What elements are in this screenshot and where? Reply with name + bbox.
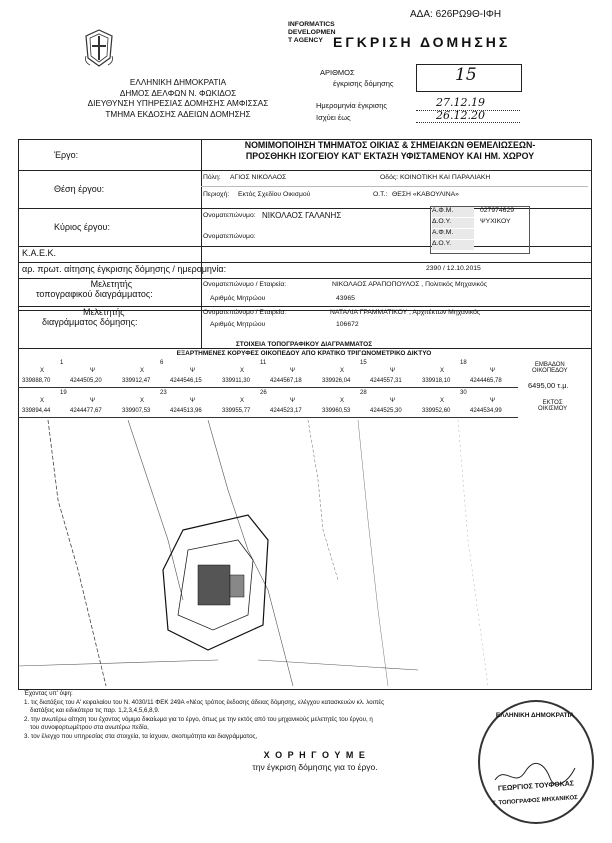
doy-label-2: Δ.Ο.Υ. [432,240,452,247]
coord-x-label: Χ [140,398,145,404]
coord-row-line [18,387,518,388]
coord-x-value: 339918,10 [422,378,451,384]
coord-y-value: 4244525,30 [370,408,402,414]
ektos-label: ΕΚΤΟΣ ΟΙΚΙΣΜΟΥ [538,400,568,412]
diag-name-label: Ονοματεπώνυμο / Εταιρεία: [203,309,287,316]
signature-icon [490,760,580,790]
coord-x-value: 339894,44 [22,408,51,414]
coord-point-id: 19 [60,390,67,396]
xorigoume-text: την έγκριση δόμησης για το έργο. [252,762,378,772]
ergo-text: ΝΟΜΙΜΟΠΟΙΗΣΗ ΤΜΗΜΑΤΟΣ ΟΙΚΙΑΣ & ΣΗΜΕΙΑΚΩΝ ΘΕΜΕΛΙΩΣΕΩΝ- ΠΡΟΣΘΗΚΗ ΙΣΟΓΕΙΟΥ ΚΑΤ' ΕΚΤΑΣΗ ΥΦΙΣΤΑΜΕΝΟΥ ΚΑΙ ΗΜ. ΧΩΡΟΥ [244,140,536,161]
issue-date-label: Ημερομηνία έγκρισης [316,101,388,110]
aitisi-label: αρ. πρωτ. αίτησης έγκρισης δόμησης / ημερομηνία: [22,264,227,274]
diag-mitroo: 106672 [336,321,359,328]
ergo-label: Έργο: [54,150,79,160]
coord-point-id: 26 [260,390,267,396]
kaek-label: Κ.Α.Ε.Κ. [22,248,57,258]
coord-y-label: Ψ [190,368,196,374]
coord-y-value: 4244557,31 [370,378,402,384]
coord-y-label: Ψ [90,398,96,404]
coord-x-value: 339888,70 [22,378,51,384]
coords-title-2: ΕΞΑΡΤΗΜΕΝΕΣ ΚΟΡΥΦΕΣ ΟΙΚΟΠΕΔΟΥ ΑΠΟ ΚΡΑΤΙΚΟ ΤΡΙΓΩΝΟΜΕΤΡΙΚΟ ΔΙΚΤΥΟ [176,350,432,357]
document-title: ΕΓΚΡΙΣΗ ΔΟΜΗΣΗΣ [333,34,511,50]
coord-x-value: 339960,53 [322,408,351,414]
coord-x-value: 339926,04 [322,378,351,384]
coord-point-id: 6 [160,360,164,366]
xorigoume-heading: Χ Ο Ρ Η Γ Ο Υ Μ Ε [263,750,367,760]
kyrios-label: Κύριος έργου: [54,222,110,232]
thesi-label: Θέση έργου: [54,184,105,194]
approval-number: 15 [455,65,477,85]
coord-y-label: Ψ [190,398,196,404]
coord-row-line [18,417,518,418]
afm-label: Α.Φ.Μ. [432,207,454,214]
informatics-label: INFORMATICS DEVELOPMEN T AGENCY [288,21,336,44]
arithmos-label: ΑΡΙΘΜΟΣ [320,68,355,77]
legal-notes: Έχοντας υπ' όψη: 1. τις διατάξεις του Α' κεφαλαίου του Ν. 4030/11 ΦΕΚ 249Α «Νέος τρόπος έκδοσης άδειας δόμησης, ελέγχου κατασκευών κλ. λοιπές διατάξεις και ειδικότερα τις παρ. 1,2,3,4,5,6,8,9. 2. την ανωτέρω αίτηση του έχοντος νόμιμο δικαίωμα για το έργο, όπως με την εκτός από του μηχανικούς μελετητές του έργου, η του συνοφορτωμέτρου στα ανωτέρω πεδία, 3. τον έλεγχο που υπηρεσίας στα στοιχεία, τα ίσχυαν, σκοπιμότητα και διαγράμματος, [24,690,385,740]
coord-x-label: Χ [140,368,145,374]
coord-x-label: Χ [340,368,345,374]
coord-y-value: 4244546,15 [170,378,202,384]
valid-date-line [416,122,520,123]
onomatep-label-2: Ονοματεπώνυμο: [203,233,256,240]
odos-label: Οδός: [380,174,399,181]
stamp-role: Τ. ΤΟΠΟΓΡΑΦΟΣ ΜΗΧΑΝΙΚΟΣ [492,795,578,807]
poli-value: ΑΓΙΟΣ ΝΙΚΟΛΑΟΣ [230,174,287,181]
hellenic-emblem-icon [82,28,116,68]
coord-y-value: 4244523,17 [270,408,302,414]
coord-point-id: 18 [460,360,467,366]
topo-label: Μελετητής τοπογραφικού διαγράμματος: [36,279,153,299]
afm-value: 027974629 [480,207,515,214]
coord-x-value: 339907,53 [122,408,151,414]
ot-value: ΘΕΣΗ «ΚΑΒΟΥΛΙΝΑ» [392,191,459,198]
coords-title-1: ΣΤΟΙΧΕΙΑ ΤΟΠΟΓΡΑΦΙΚΟΥ ΔΙΑΓΡΑΜΜΑΤΟΣ [235,341,373,348]
coord-x-value: 339952,60 [422,408,451,414]
coord-x-label: Χ [40,368,45,374]
stamp-line1: ΕΛΛΗΝΙΚΗ ΔΗΜΟΚΡΑΤΙΑ [495,712,575,719]
odos-value: ΚΟΙΝΟΤΙΚΗ ΚΑΙ ΠΑΡΑΛΙΑΚΗ [400,174,491,181]
coord-x-value: 339912,47 [122,378,151,384]
coord-x-label: Χ [240,368,245,374]
doy-label: Δ.Ο.Υ. [432,218,452,225]
diag-label: Μελετητής διαγράμματος δόμησης: [42,307,138,327]
coord-point-id: 28 [360,390,367,396]
coord-point-id: 1 [60,360,64,366]
doy-value: ΨΥΧΙΚΟΥ [480,218,511,225]
coord-y-value: 4244477,67 [70,408,102,414]
perioxi-label: Περιοχή: [203,191,230,198]
stamp-name: ΓΕΩΡΓΙΟΣ ΤΟΥΦΟΚΑΣ [497,780,575,793]
diag-name: ΝΑΤΑΛΙΑ ΓΡΑΜΜΑΤΙΚΟΥ , Αρχιτέκτων Μηχανικός [330,309,481,316]
coord-x-value: 339911,30 [222,378,250,384]
coord-point-id: 30 [460,390,467,396]
ot-label: Ο.Τ.: [373,191,388,198]
issue-date: 27.12.19 [436,96,485,109]
kyrios-name: ΝΙΚΟΛΑΟΣ ΓΑΛΑΝΗΣ [262,211,342,220]
coord-x-label: Χ [340,398,345,404]
topo-name: ΝΙΚΟΛΑΟΣ ΑΡΑΠΟΠΟΥΛΟΣ , Πολιτικός Μηχανικός [332,281,488,288]
coord-y-label: Ψ [290,368,296,374]
valid-date: 26.12.20 [436,109,485,122]
topographic-plan [18,420,590,686]
coord-y-value: 4244534,99 [470,408,502,414]
coord-point-id: 23 [160,390,167,396]
aitisi-value: 2390 / 12.10.2015 [426,265,481,272]
topo-mitroo: 43965 [336,295,355,302]
arithmos-sub: έγκρισης δόμησης [333,79,394,88]
perioxi-value: Εκτός Σχεδίου Οικισμού [238,191,311,198]
coord-y-label: Ψ [490,398,496,404]
coord-x-value: 339955,77 [222,408,251,414]
emvadon-label: ΕΜΒΑΔΟΝ ΟΙΚΟΠΕΔΟΥ [532,362,568,374]
authority-header: ΕΛΛΗΝΙΚΗ ΔΗΜΟΚΡΑΤΙΑ ΔΗΜΟΣ ΔΕΛΦΩΝ Ν. ΦΩΚΙΔΟΣ ΔΙΕΥΘΥΝΣΗ ΥΠΗΡΕΣΙΑΣ ΔΟΜΗΣΗΣ ΑΜΦΙΣΣΑΣ ΤΜΗΜΑ ΕΚΔΟΣΗΣ ΑΔΕΙΩΝ ΔΟΜΗΣΗΣ [87,78,269,119]
topo-name-label: Ονοματεπώνυμο / Εταιρεία: [203,281,287,288]
coord-y-value: 4244567,18 [270,378,302,384]
coord-x-label: Χ [40,398,45,404]
coord-point-id: 15 [360,360,367,366]
coord-y-label: Ψ [390,368,396,374]
topo-mitroo-label: Αριθμός Μητρώου [210,295,266,302]
coord-y-label: Ψ [290,398,296,404]
valid-date-label: Ισχύει έως [316,113,351,122]
coord-y-value: 4244513,96 [170,408,202,414]
poli-label: Πόλη: [203,174,221,181]
diag-mitroo-label: Αριθμός Μητρώου [210,321,266,328]
coord-x-label: Χ [240,398,245,404]
coord-y-value: 4244465,78 [470,378,502,384]
ada-code: ΑΔΑ: 626ΡΩ9Θ-ΙΦΗ [410,9,502,20]
coord-point-id: 11 [260,360,267,366]
coord-y-label: Ψ [90,368,96,374]
afm-label-2: Α.Φ.Μ. [432,229,454,236]
emvadon-value: 6495,00 τ.μ. [528,381,569,390]
coord-x-label: Χ [440,368,445,374]
coord-y-value: 4244505,20 [70,378,102,384]
onomatep-label: Ονοματεπώνυμο: [203,212,256,219]
coord-y-label: Ψ [390,398,396,404]
coord-y-label: Ψ [490,368,496,374]
coord-x-label: Χ [440,398,445,404]
